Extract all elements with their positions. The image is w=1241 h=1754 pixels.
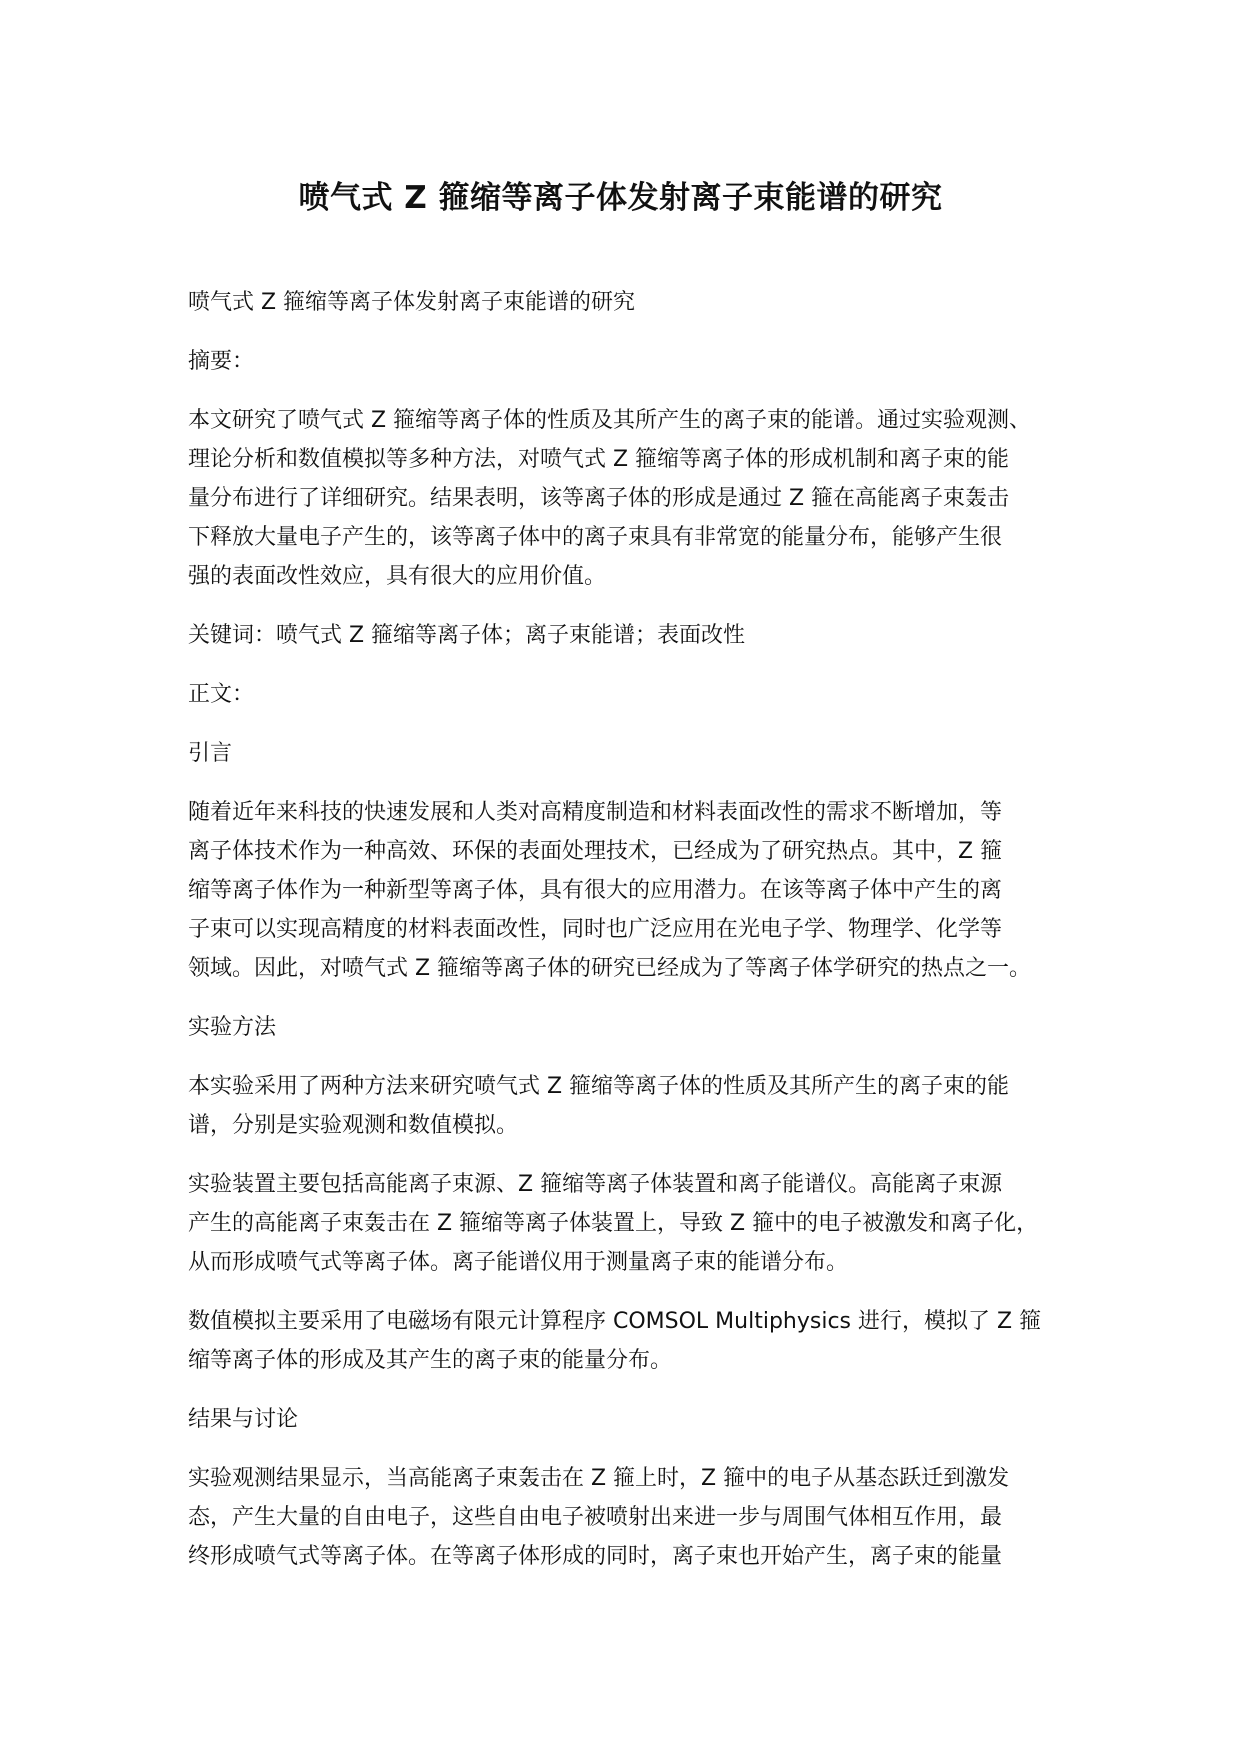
methods-paragraph-1 — [188, 1067, 1078, 1145]
subtitle-line: 喷气式 Z 箍缩等离子体发射离子束能谱的研究 — [188, 290, 636, 315]
abstract-line: 理论分析和数值模拟等多种方法，对喷气式 Z 箍缩等离子体的形成机制和离子束的能 — [188, 447, 1010, 472]
abstract-line: 量分布进行了详细研究。结果表明，该等离子体的形成是通过 Z 箍在高能离子束轰击 — [188, 486, 1010, 511]
methods-line: 谱，分别是实验观测和数值模拟。 — [188, 1113, 519, 1138]
intro-line: 离子体技术作为一种高效、环保的表面处理技术，已经成为了研究热点。其中，Z 箍 — [188, 839, 1003, 864]
document-body — [188, 283, 1078, 1576]
intro-line: 随着近年来科技的快速发展和人类对高精度制造和材料表面改性的需求不断增加，等 — [188, 800, 1003, 825]
abstract-line: 下释放大量电子产生的，该等离子体中的离子束具有非常宽的能量分布，能够产生很 — [188, 525, 1003, 550]
intro-paragraph — [188, 793, 1078, 988]
intro-line: 领域。因此，对喷气式 Z 箍缩等离子体的研究已经成为了等离子体学研究的热点之一。 — [188, 956, 1032, 981]
methods-line: 数值模拟主要采用了电磁场有限元计算程序 COMSOL Multiphysics 进行，模拟了 Z 箍 — [188, 1309, 1042, 1334]
methods-heading: 实验方法 — [188, 1015, 277, 1040]
intro-line: 子束可以实现高精度的材料表面改性，同时也广泛应用在光电子学、物理学、化学等 — [188, 917, 1003, 942]
intro-line: 缩等离子体作为一种新型等离子体，具有很大的应用潜力。在该等离子体中产生的离 — [188, 878, 1003, 903]
methods-line: 产生的高能离子束轰击在 Z 箍缩等离子体装置上，导致 Z 箍中的电子被激发和离子化， — [188, 1211, 1039, 1236]
abstract-paragraph — [188, 401, 1078, 596]
abstract-line: 强的表面改性效应，具有很大的应用价值。 — [188, 564, 607, 589]
abstract-line: 本文研究了喷气式 Z 箍缩等离子体的性质及其所产生的离子束的能谱。通过实验观测、 — [188, 408, 1032, 433]
methods-line: 本实验采用了两种方法来研究喷气式 Z 箍缩等离子体的性质及其所产生的离子束的能 — [188, 1074, 1010, 1099]
methods-line: 从而形成喷气式等离子体。离子能谱仪用于测量离子束的能谱分布。 — [188, 1250, 849, 1275]
keywords-line: 关键词：喷气式 Z 箍缩等离子体；离子束能谱；表面改性 — [188, 623, 746, 648]
results-heading: 结果与讨论 — [188, 1407, 299, 1432]
results-line: 态，产生大量的自由电子，这些自由电子被喷射出来进一步与周围气体相互作用，最 — [188, 1505, 1003, 1530]
methods-paragraph-2 — [188, 1165, 1078, 1282]
results-paragraph — [188, 1459, 1078, 1576]
results-line: 实验观测结果显示，当高能离子束轰击在 Z 箍上时，Z 箍中的电子从基态跃迁到激发 — [188, 1466, 1010, 1491]
intro-heading: 引言 — [188, 741, 233, 766]
body-heading: 正文： — [188, 682, 255, 707]
methods-line: 缩等离子体的形成及其产生的离子束的能量分布。 — [188, 1348, 673, 1373]
abstract-heading: 摘要： — [188, 349, 255, 374]
methods-paragraph-3 — [188, 1302, 1078, 1380]
document-title: 喷气式 Z 箍缩等离子体发射离子束能谱的研究 — [298, 180, 943, 216]
results-line: 终形成喷气式等离子体。在等离子体形成的同时，离子束也开始产生，离子束的能量 — [188, 1544, 1003, 1569]
methods-line: 实验装置主要包括高能离子束源、Z 箍缩等离子体装置和离子能谱仪。高能离子束源 — [188, 1172, 1003, 1197]
